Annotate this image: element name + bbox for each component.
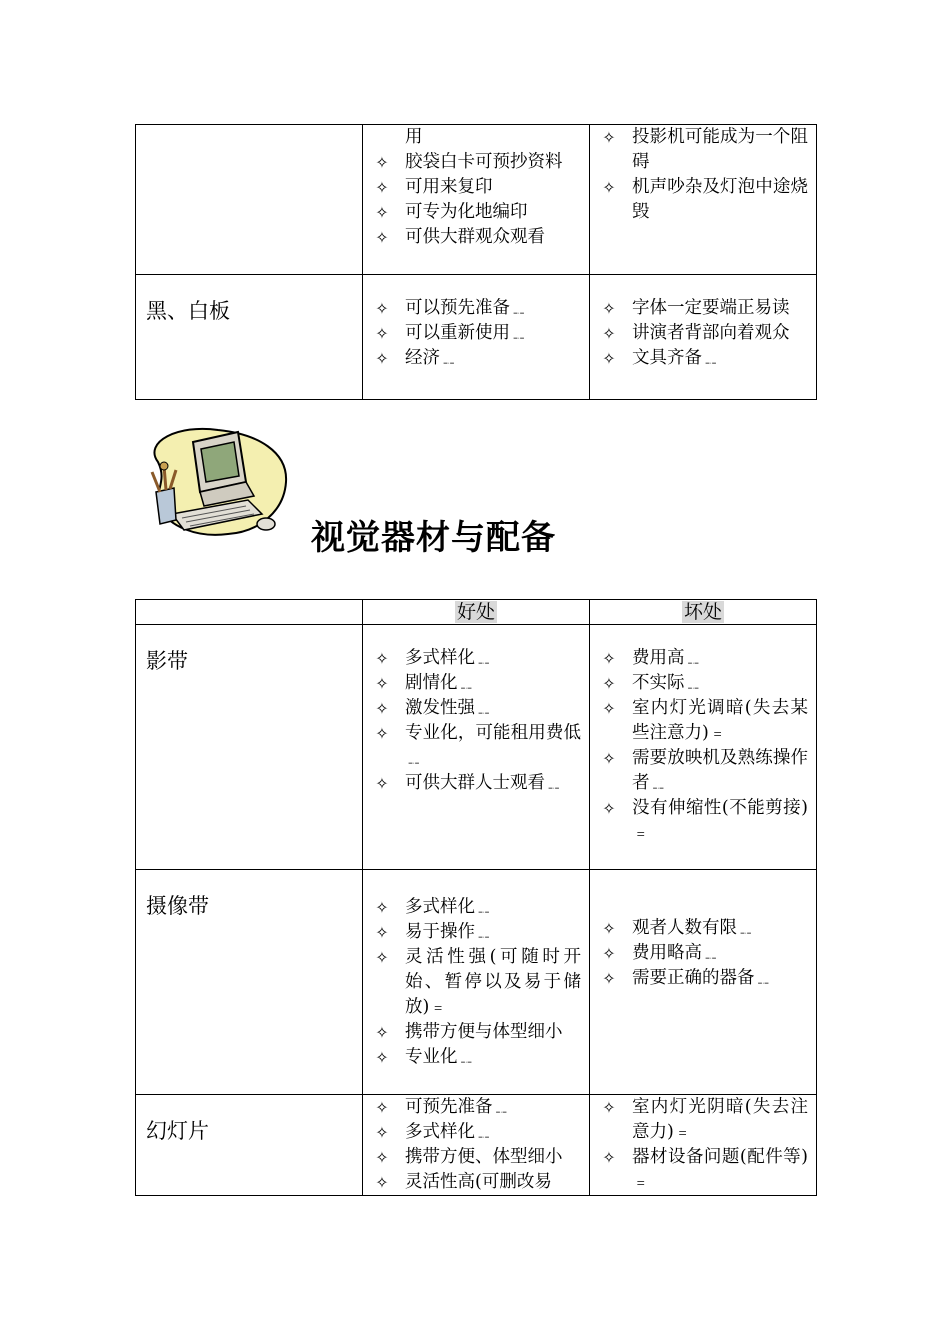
list-item: ✧ 投影机可能成为一个阻碍 (598, 125, 808, 175)
cons-cell (590, 870, 817, 1095)
cons-cell (590, 275, 817, 400)
bullet-icon: ✧ (602, 749, 616, 768)
bullet-icon: ✧ (375, 674, 389, 693)
list-item: ✧ 文具齐备﹎ (598, 346, 808, 371)
cons-cell (590, 125, 817, 275)
visual-equipment-table (135, 599, 817, 1196)
list-item: ✧ 费用高﹎ (598, 646, 808, 671)
list-item: ✧ 观者人数有限﹎ (598, 916, 808, 941)
list-item: ✧ 可用来复印 (371, 175, 581, 200)
bullet-icon: ✧ (602, 799, 616, 818)
pros-cell (363, 125, 590, 275)
pros-cell (363, 275, 590, 400)
list-item: ✧ 讲演者背部向着观众 (598, 321, 808, 346)
list-item: ✧ 室内灯光调暗(失去某些注意力)﹦ (598, 696, 808, 746)
list-item: ✧ 字体一定要端正易读 (598, 296, 808, 321)
bullet-icon: ✧ (602, 699, 616, 718)
list-item: ✧ 多式样化﹎ (371, 1120, 581, 1145)
cons-cell (590, 625, 817, 870)
list-item: ✧ 需要正确的器备﹎ (598, 966, 808, 991)
bullet-icon: ✧ (602, 299, 616, 318)
list-item: ✧ 费用略高﹎ (598, 941, 808, 966)
bullet-icon: ✧ (602, 324, 616, 343)
cons-cell (590, 1095, 817, 1196)
bullet-icon: ✧ (375, 724, 389, 743)
list-item: ✧ 携带方便、体型细小 (371, 1145, 581, 1170)
header-pros: 好处 (363, 600, 590, 625)
list-item: ✧ 机声吵杂及灯泡中途烧毁 (598, 175, 808, 225)
list-item: ✧ 器材设备问题(配件等)﹦ (598, 1145, 808, 1195)
bullet-icon: ✧ (375, 153, 389, 172)
list-item: ✧ 不实际﹎ (598, 671, 808, 696)
pros-cell (363, 625, 590, 870)
list-item: ✧ 可供大群观众观看 (371, 225, 581, 250)
section-title: 视觉器材与配备 (311, 518, 556, 558)
bullet-icon: ✧ (375, 1098, 389, 1117)
row-label-cell: 摄像带 (136, 870, 363, 1095)
bullet-icon: ✧ (375, 1173, 389, 1192)
list-item: ✧ 多式样化﹎ (371, 646, 581, 671)
header-empty (136, 600, 363, 625)
bullet-icon: ✧ (602, 349, 616, 368)
list-item: ✧ 可预先准备﹎ (371, 1095, 581, 1120)
continued-text: 用 (405, 127, 423, 147)
list-item: ✧ 灵活性高(可删改易 (371, 1170, 581, 1195)
bullet-icon: ✧ (602, 919, 616, 938)
bullet-icon: ✧ (375, 774, 389, 793)
bullet-icon: ✧ (602, 1098, 616, 1117)
list-item: ✧ 可以预先准备﹎ (371, 296, 581, 321)
bullet-icon: ✧ (602, 128, 616, 147)
bullet-icon: ✧ (375, 948, 389, 967)
bullet-icon: ✧ (375, 1148, 389, 1167)
bullet-icon: ✧ (375, 898, 389, 917)
bullet-icon: ✧ (375, 299, 389, 318)
row-label-cell: 幻灯片 (136, 1095, 363, 1196)
bullet-icon: ✧ (375, 203, 389, 222)
bullet-icon: ✧ (375, 923, 389, 942)
computer-clipart-icon (138, 422, 290, 544)
bullet-icon: ✧ (602, 649, 616, 668)
table-row (136, 125, 817, 275)
list-item: ✧ 胶袋白卡可预抄资料 (371, 150, 581, 175)
bullet-icon: ✧ (375, 649, 389, 668)
bullet-icon: ✧ (602, 1148, 616, 1167)
row-label-cell: 黑、白板 (136, 275, 363, 400)
bullet-icon: ✧ (602, 969, 616, 988)
bullet-icon: ✧ (602, 674, 616, 693)
table-row (136, 625, 817, 870)
bullet-icon: ✧ (602, 944, 616, 963)
list-item: ✧ 需要放映机及熟练操作者﹎ (598, 746, 808, 796)
list-item: ✧ 激发性强﹎ (371, 696, 581, 721)
list-item: ✧ 可以重新使用﹎ (371, 321, 581, 346)
list-item: ✧ 携带方便与体型细小 (371, 1020, 581, 1045)
header-cons: 坏处 (590, 600, 817, 625)
list-item: ✧ 室内灯光阴暗(失去注意力)﹦ (598, 1095, 808, 1145)
table-row (136, 1095, 817, 1196)
list-item: ✧ 没有伸缩性(不能剪接)﹦ (598, 796, 808, 846)
list-item: ✧ 可供大群人士观看﹎ (371, 771, 581, 796)
bullet-icon: ✧ (375, 1023, 389, 1042)
row-label-cell (136, 125, 363, 275)
bullet-icon: ✧ (375, 699, 389, 718)
list-item: ✧ 易于操作﹎ (371, 920, 581, 945)
pros-cell (363, 870, 590, 1095)
bullet-icon: ✧ (375, 349, 389, 368)
list-item: ✧ 可专为化地编印 (371, 200, 581, 225)
bullet-icon: ✧ (375, 178, 389, 197)
row-label-cell: 影带 (136, 625, 363, 870)
list-item: ✧ 多式样化﹎ (371, 895, 581, 920)
bullet-icon: ✧ (375, 1048, 389, 1067)
table-row (136, 870, 817, 1095)
bullet-icon: ✧ (375, 228, 389, 247)
list-item: ✧ 专业化，可能租用费低﹎ (371, 721, 581, 771)
list-item: ✧ 灵活性强(可随时开始、暂停以及易于储放)﹦ (371, 945, 581, 1020)
pros-cell (363, 1095, 590, 1196)
table-row (136, 275, 817, 400)
list-item: ✧ 剧情化﹎ (371, 671, 581, 696)
bullet-icon: ✧ (375, 324, 389, 343)
list-item: ✧ 专业化﹎ (371, 1045, 581, 1070)
bullet-icon: ✧ (602, 178, 616, 197)
bullet-icon: ✧ (375, 1123, 389, 1142)
equipment-table-continued (135, 124, 817, 400)
table-header-row (136, 600, 817, 625)
list-item: ✧ 经济﹎ (371, 346, 581, 371)
